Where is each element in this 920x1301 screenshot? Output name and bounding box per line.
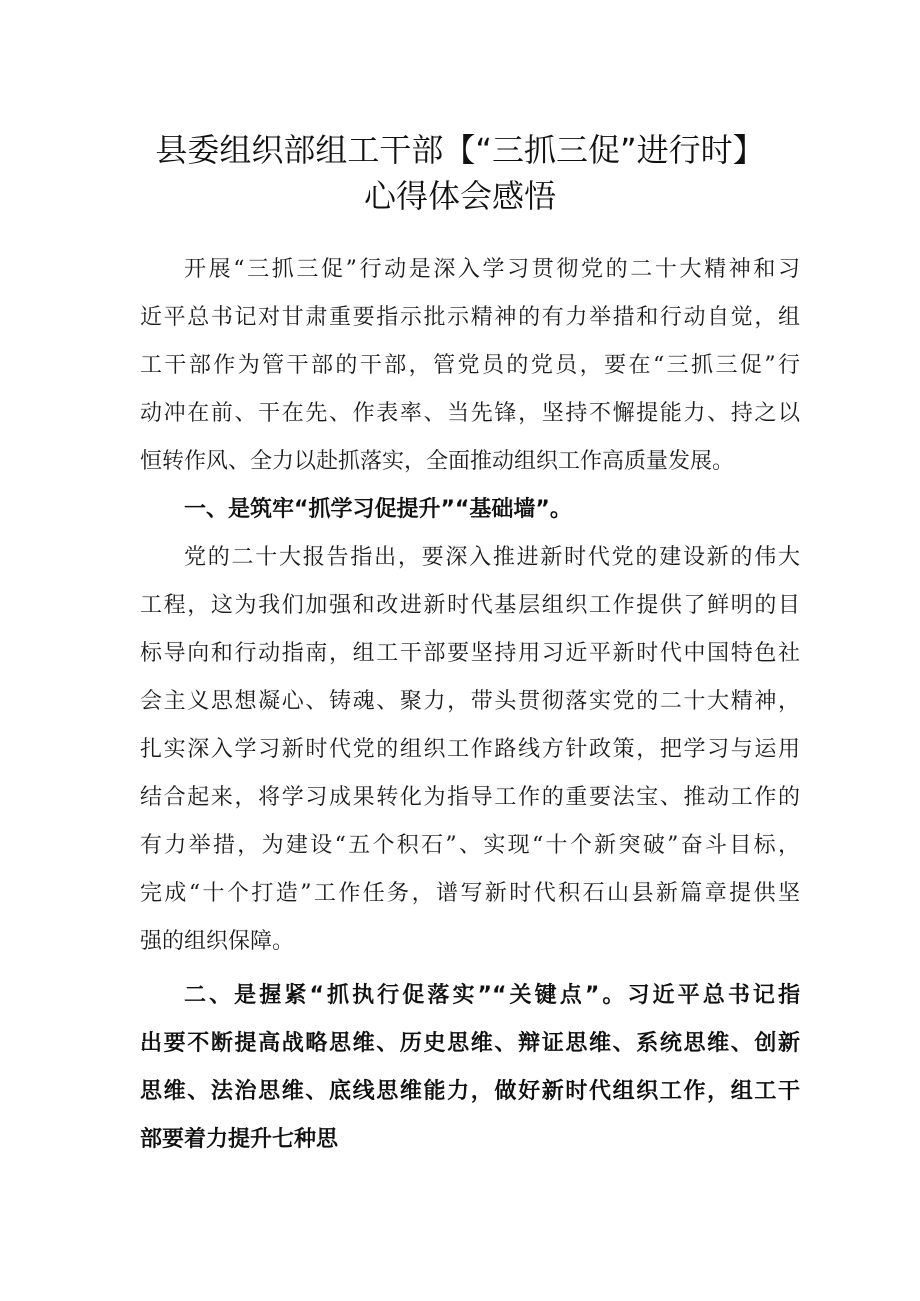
- paragraph-1-line-3: 工干部作为管干部的干部，管党员的党员，要在“三抓三促”行: [140, 353, 800, 378]
- paragraph-2-line-9: 强的组织保障。: [140, 929, 295, 954]
- paragraph-2-line-7: 有力举措，为建设“五个积石”、实现“十个新突破”奋斗目标，: [140, 833, 800, 858]
- section-heading-1: 一、是筑牢“抓学习促提升”“基础墙”。: [184, 497, 572, 522]
- paragraph-2-line-4: 会主义思想凝心、铸魂、聚力，带头贯彻落实党的二十大精神，: [140, 689, 800, 714]
- document-title-line-1: 县委组织部组工干部【“三抓三促”进行时】: [155, 131, 765, 169]
- document-title-line-2: 心得体会感悟: [363, 177, 556, 215]
- section-heading-2-line-3: 思维、法治思维、底线思维能力，做好新时代组织工作，组工干: [140, 1079, 800, 1104]
- section-heading-2-line-4: 部要着力提升七种思: [140, 1127, 339, 1152]
- paragraph-2-line-3: 标导向和行动指南，组工干部要坚持用习近平新时代中国特色社: [140, 641, 800, 666]
- paragraph-1-line-4: 动冲在前、干在先、作表率、当先锋，坚持不懈提能力、持之以: [140, 401, 800, 426]
- paragraph-2-line-8: 完成“十个打造”工作任务，谱写新时代积石山县新篇章提供坚: [140, 881, 800, 906]
- paragraph-2-line-2: 工程，这为我们加强和改进新时代基层组织工作提供了鲜明的目: [140, 593, 800, 618]
- paragraph-2-line-1: 党的二十大报告指出，要深入推进新时代党的建设新的伟大: [184, 545, 800, 570]
- section-heading-2-line-2: 出要不断提高战略思维、历史思维、辩证思维、系统思维、创新: [140, 1031, 800, 1056]
- paragraph-1-line-5: 恒转作风、全力以赴抓落实，全面推动组织工作高质量发展。: [140, 449, 735, 474]
- section-heading-2-line-1: 二、是握紧“抓执行促落实”“关键点”。习近平总书记指: [184, 983, 800, 1008]
- paragraph-2-line-5: 扎实深入学习新时代党的组织工作路线方针政策，把学习与运用: [140, 737, 800, 762]
- paragraph-2-line-6: 结合起来，将学习成果转化为指导工作的重要法宝、推动工作的: [140, 785, 800, 810]
- paragraph-1-line-2: 近平总书记对甘肃重要指示批示精神的有力举措和行动自觉，组: [140, 305, 800, 330]
- paragraph-1-line-1: 开展“三抓三促”行动是深入学习贯彻党的二十大精神和习: [184, 257, 800, 282]
